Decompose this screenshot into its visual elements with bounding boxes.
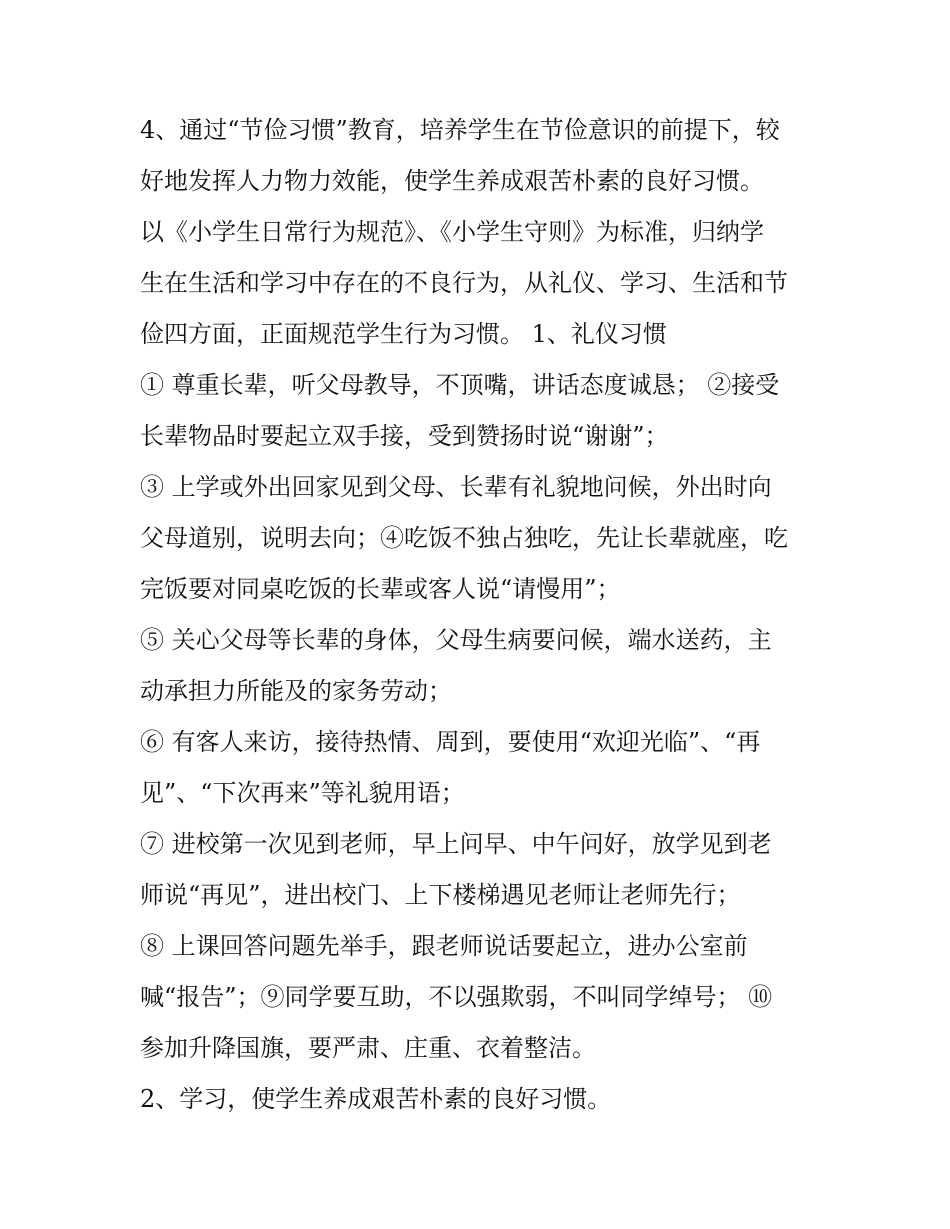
text-line: 完饭要对同桌吃饭的长辈或客人说“请慢用”； (140, 575, 621, 603)
document-body (140, 105, 820, 1125)
text-line: 师说“再见”，进出校门、上下楼梯遇见老师让老师先行； (140, 881, 741, 909)
text-line: 生在生活和学习中存在的不良行为，从礼仪、学习、生活和节 (140, 269, 788, 297)
text-line: 好地发挥人力物力效能，使学生养成艰苦朴素的良好习惯。 (140, 167, 764, 195)
text-line: 2、学习，使学生养成艰苦朴素的良好习惯。 (140, 1085, 612, 1113)
text-line: ⑥ 有客人来访，接待热情、周到，要使用“欢迎光临”、“再 (140, 728, 761, 756)
text-line: ⑧ 上课回答问题先举手，跟老师说话要起立，进办公室前 (140, 932, 748, 960)
text-line: 喊“报告”；⑨同学要互助，不以强欺弱，不叫同学绰号； ⑩ (140, 983, 773, 1011)
text-line: 长辈物品时要起立双手接，受到赞扬时说“谢谢”； (140, 422, 669, 450)
text-line: 父母道别，说明去向；④吃饭不独占独吃，先让长辈就座，吃 (140, 524, 788, 552)
text-line: 见”、“下次再来”等礼貌用语； (140, 779, 465, 807)
text-line: ⑦ 进校第一次见到老师，早上问早、中午问好，放学见到老 (140, 830, 772, 858)
text-line: 俭四方面，正面规范学生行为习惯。 1、礼仪习惯 (140, 320, 667, 348)
text-line: 4、通过“节俭习惯”教育，培养学生在节俭意识的前提下，较 (140, 116, 780, 144)
text-line: 动承担力所能及的家务劳动； (140, 677, 452, 705)
text-line: ① 尊重长辈，听父母教导，不顶嘴，讲话态度诚恳； ②接受 (140, 371, 780, 399)
text-line: 以《小学生日常行为规范》、《小学生守则》为标准，归纳学 (140, 218, 764, 246)
text-line: 参加升降国旗，要严肃、庄重、衣着整洁。 (140, 1034, 596, 1062)
text-line: ③ 上学或外出回家见到父母、长辈有礼貌地问候，外出时向 (140, 473, 772, 501)
text-line: ⑤ 关心父母等长辈的身体，父母生病要问候，端水送药，主 (140, 626, 772, 654)
